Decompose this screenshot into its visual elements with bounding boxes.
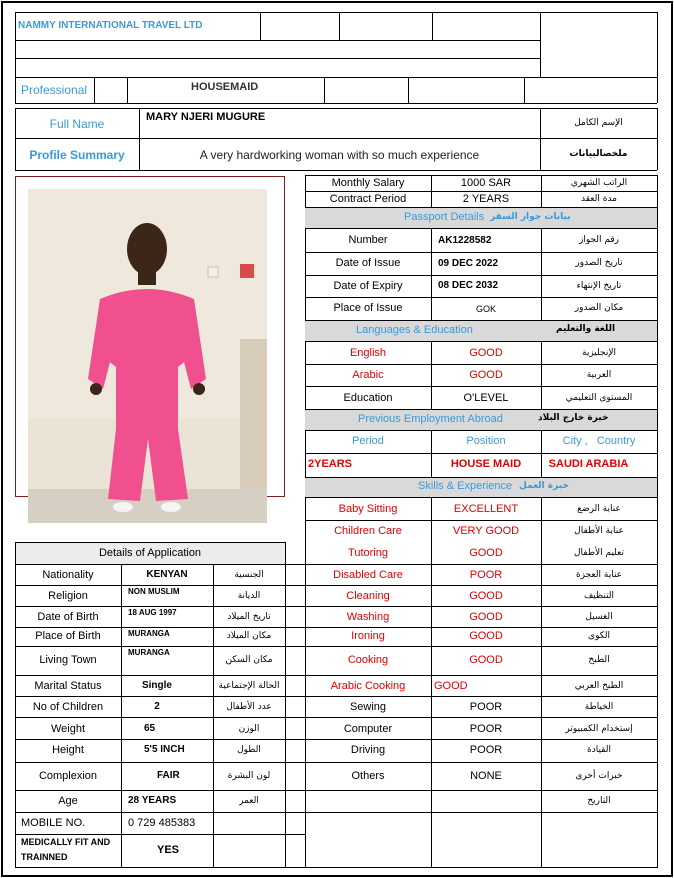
complexion-label: Complexion — [38, 770, 98, 782]
english-arabic: الإنجليزية — [582, 348, 616, 358]
employment-header-arabic: خبرة خارج البلاد — [538, 413, 609, 423]
dob-arabic: تاريخ الميلاد — [227, 612, 271, 622]
salary-label: Monthly Salary — [331, 177, 405, 189]
issue-date-label: Date of Issue — [335, 257, 401, 269]
religion-value: NON MUSLIM — [128, 587, 180, 596]
skill-value: GOOD — [469, 590, 503, 602]
contract-period-value: 2 YEARS — [462, 193, 510, 205]
skill-label: Cleaning — [346, 590, 390, 602]
education-label: Education — [343, 392, 393, 404]
date-arabic: التاريخ — [587, 796, 611, 806]
salary-value: 1000 SAR — [460, 177, 512, 189]
expiry-date-value: 08 DEC 2032 — [438, 280, 499, 291]
dob-value: 18 AUG 1997 — [128, 608, 177, 617]
skill-value: GOOD — [469, 611, 503, 623]
skill-value: GOOD — [434, 680, 468, 692]
skill-value: POOR — [469, 744, 503, 756]
languages-header-label: Languages & Education — [356, 324, 473, 336]
skill-label: Others — [351, 770, 385, 782]
skills-header-arabic: خبرة العمل — [519, 481, 569, 491]
profile-arabic: ملخصالبيانات — [569, 149, 628, 159]
skill-value: GOOD — [469, 630, 503, 642]
skill-arabic: الطبخ العربي — [574, 681, 624, 691]
complexion-value: FAIR — [157, 770, 180, 781]
age-label: Age — [58, 795, 78, 807]
passport-header-arabic: بيانات جواز السفر — [490, 212, 571, 222]
pob-label: Place of Birth — [35, 630, 101, 642]
company-name: NAMMY INTERNATIONAL TRAVEL LTD — [18, 20, 203, 31]
arabic-value: GOOD — [469, 369, 503, 381]
mobile-label: MOBILE NO. — [21, 817, 86, 829]
skill-value: EXCELLENT — [453, 503, 519, 515]
skill-arabic: خبرات أخرى — [575, 771, 623, 781]
skill-value: POOR — [469, 701, 503, 713]
arabic-label: Arabic — [352, 369, 384, 381]
skill-arabic: التنظيف — [583, 591, 615, 601]
religion-label: Religion — [48, 590, 88, 602]
pob-arabic: مكان الميلاد — [226, 631, 272, 641]
full-name-value: MARY NJERI MUGURE — [146, 111, 266, 123]
skill-label: Driving — [350, 744, 386, 756]
living-town-value: MURANGA — [128, 648, 170, 657]
skill-value: POOR — [469, 569, 503, 581]
education-value: O'LEVEL — [463, 392, 509, 404]
complexion-arabic: لون البشرة — [227, 771, 271, 781]
marital-label: Marital Status — [34, 680, 102, 692]
skills-header-label: Skills & Experience — [418, 480, 513, 492]
medical-value: YES — [157, 844, 180, 856]
skill-label: Disabled Care — [333, 569, 403, 581]
nationality-label: Nationality — [42, 569, 94, 581]
skill-arabic: عناية الرضع — [577, 504, 621, 514]
expiry-date-label: Date of Expiry — [333, 280, 403, 292]
dob-label: Date of Birth — [37, 611, 99, 623]
religion-arabic: الديانة — [237, 591, 261, 601]
skill-value: GOOD — [469, 654, 503, 666]
weight-label: Weight — [50, 723, 86, 735]
skill-arabic: إستخدام الكمبيوتر — [565, 724, 633, 734]
profile-label: Profile Summary — [29, 148, 125, 162]
employment-header-label: Previous Employment Abroad — [358, 413, 503, 425]
marital-value: Single — [141, 680, 172, 691]
professional-label: Professional — [21, 83, 88, 97]
profile-value: A very hardworking woman with so much experience — [199, 148, 480, 162]
skill-label: Baby Sitting — [338, 503, 398, 515]
weight-arabic: الوزن — [238, 724, 260, 734]
medical-label-line2: TRAINNED — [21, 852, 68, 862]
full-name-label: Full Name — [49, 117, 105, 131]
children-label: No of Children — [32, 701, 104, 713]
skill-label: Cooking — [347, 654, 389, 666]
issue-date-arabic: تاريخ الصدور — [575, 258, 623, 268]
age-arabic: العمر — [239, 796, 259, 806]
employment-period: 2YEARS — [308, 458, 353, 470]
skill-label: Children Care — [334, 525, 402, 537]
education-arabic: المستوى التعليمي — [565, 393, 633, 403]
nationality-value: KENYAN — [146, 569, 188, 580]
age-value: 28 YEARS — [128, 795, 177, 806]
rule — [15, 12, 657, 13]
expiry-date-arabic: تاريخ الإنتهاء — [576, 281, 622, 291]
height-value: 5'5 INCH — [144, 744, 185, 755]
employment-position: HOUSE MAID — [450, 458, 522, 470]
skill-label: Sewing — [349, 701, 387, 713]
living-town-label: Living Town — [39, 654, 97, 666]
passport-number-value: AK1228582 — [438, 235, 492, 246]
skill-label: Computer — [343, 723, 393, 735]
passport-number-arabic: رقم الجواز — [578, 235, 620, 245]
skill-arabic: عناية الأطفال — [574, 526, 624, 536]
marital-arabic: الحالة الإجتماعية — [218, 681, 280, 691]
skill-arabic: الطبخ — [588, 655, 610, 665]
living-town-arabic: مكان السكن — [225, 655, 273, 665]
skill-value: GOOD — [469, 547, 503, 559]
height-arabic: الطول — [237, 745, 261, 755]
position-col-header: Position — [466, 435, 506, 447]
period-col-header: Period — [352, 435, 384, 447]
contract-period-label: Contract Period — [329, 193, 407, 205]
passport-number-label: Number — [348, 234, 388, 246]
issue-date-value: 09 DEC 2022 — [438, 258, 499, 269]
skill-arabic: الغسيل — [585, 612, 613, 622]
skill-arabic: عناية العجزة — [575, 570, 623, 580]
passport-header-label: Passport Details — [404, 211, 485, 223]
place-issue-arabic: مكان الصدور — [574, 303, 624, 313]
applicant-photo — [28, 189, 267, 523]
children-arabic: عدد الأطفال — [226, 702, 272, 712]
place-issue-label: Place of Issue — [333, 302, 403, 314]
weight-value: 65 — [144, 723, 156, 734]
skill-arabic: القيادة — [587, 745, 611, 755]
full-name-arabic: الإسم الكامل — [574, 118, 623, 128]
country-col-header: City , Country — [562, 435, 636, 447]
languages-header-arabic: اللغة والتعليم — [556, 324, 616, 334]
contract-period-arabic: مدة العقد — [581, 194, 617, 204]
arabic-arabic: العربية — [586, 370, 612, 380]
skill-arabic: الكوى — [588, 631, 610, 641]
skill-label: Washing — [346, 611, 390, 623]
skill-arabic: الخياطة — [584, 702, 614, 712]
skill-value: NONE — [470, 770, 502, 782]
place-issue-value: GOK — [475, 304, 496, 314]
application-header-label: Details of Application — [98, 547, 202, 559]
employment-country: SAUDI ARABIA — [548, 458, 629, 470]
medical-label-line1: MEDICALLY FIT AND — [21, 837, 111, 847]
skill-label: Tutoring — [348, 547, 388, 559]
skill-value: VERY GOOD — [452, 525, 520, 537]
skill-arabic: تعليم الأطفال — [573, 548, 625, 558]
pob-value: MURANGA — [128, 629, 170, 638]
skill-label: Arabic Cooking — [330, 680, 406, 692]
skill-value: POOR — [469, 723, 503, 735]
salary-arabic: الراتب الشهري — [570, 178, 628, 188]
mobile-value: 0 729 485383 — [128, 817, 196, 829]
nationality-arabic: الجنسية — [234, 570, 264, 580]
children-value: 2 — [154, 701, 160, 712]
professional-value: HOUSEMAID — [191, 81, 259, 93]
skill-label: Ironing — [351, 630, 385, 642]
height-label: Height — [52, 744, 84, 756]
english-value: GOOD — [469, 347, 503, 359]
english-label: English — [349, 347, 387, 359]
